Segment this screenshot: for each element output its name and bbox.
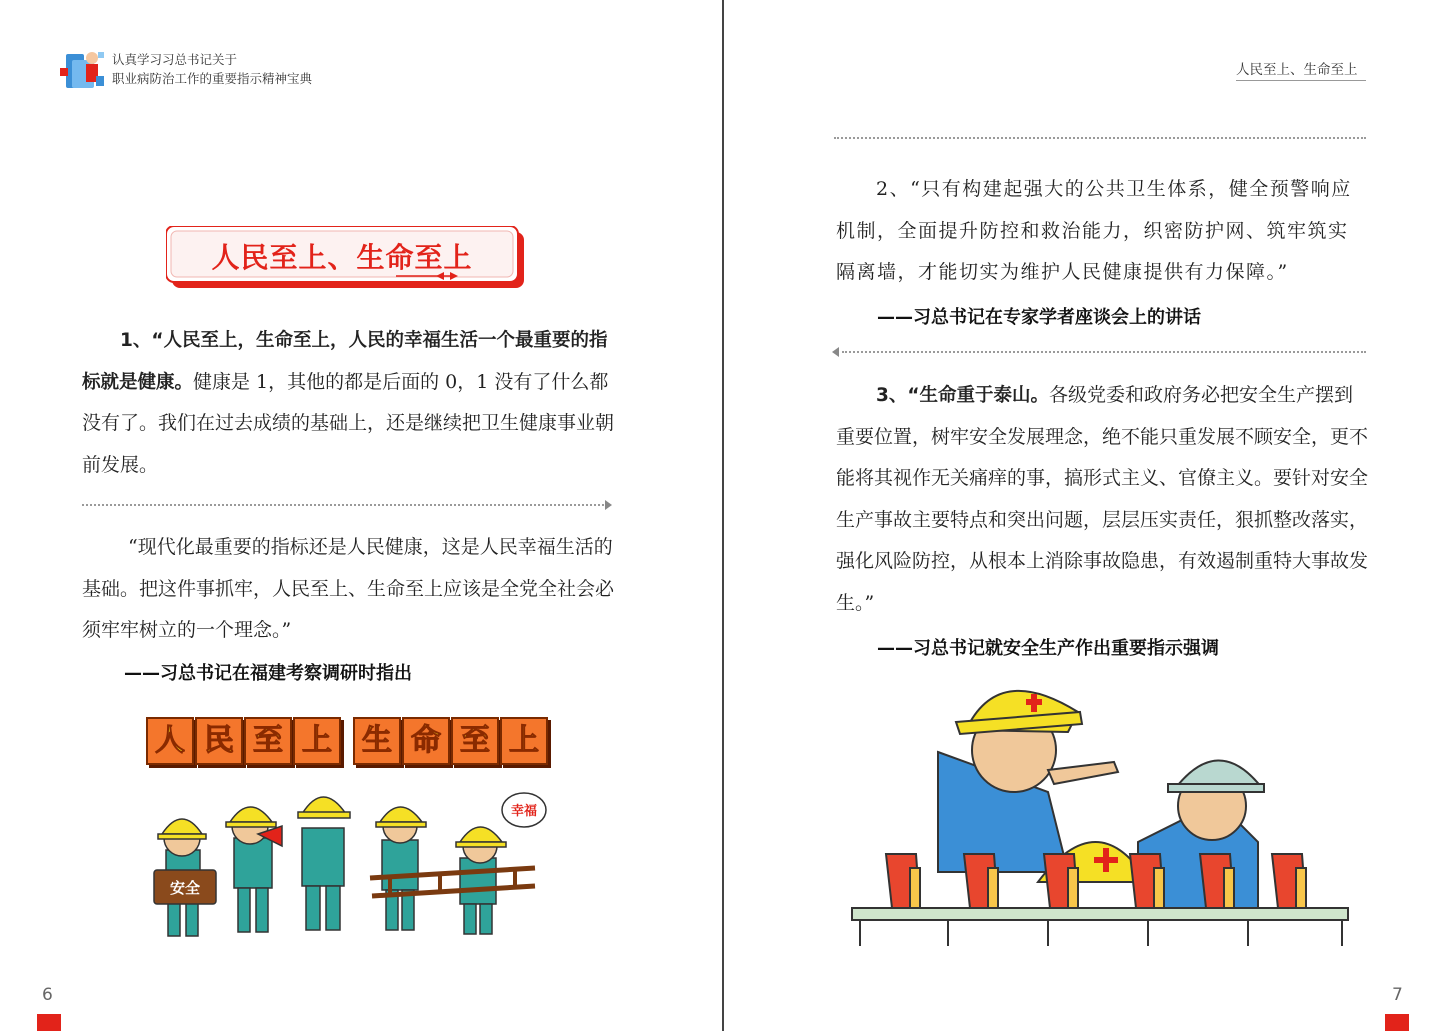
book-header	[112, 50, 312, 88]
quote-3	[836, 375, 1368, 624]
section-title: 人民至上、生命至上	[211, 241, 473, 274]
chapter-header: 人民至上、生命至上	[1236, 62, 1358, 78]
page-marker	[37, 1014, 61, 1031]
divider-arrow-icon	[832, 347, 839, 357]
quote-3-body: 各级党委和政府务必把安全生产摆到重要位置，树牢安全发展理念，绝不能只重发展不顾安全，更不能将其视作无关痛痒的事，搞形式主义、官僚主义。要针对安全生产事故主要特点和突出问题，层层压实责任，狠抓整改落实，强化风险防控，从根本上消除事故隐患，有效遏制重特大事故发生。”	[836, 384, 1369, 614]
slogan-tile: 上	[500, 717, 548, 765]
quote-1-body: 健康是 1，其他的都是后面的 0，1 没有了什么都没有了。我们在过去成绩的基础上，还是继续把卫生健康事业朝前发展。	[82, 370, 615, 476]
divider-dotted	[842, 351, 1366, 353]
slogan-tile: 民	[195, 717, 243, 765]
attribution-2: ——习总书记在专家学者座谈会上的讲话	[877, 307, 1201, 328]
chapter-header-rule	[1236, 80, 1366, 81]
quote-3-lead: 3、“生命重于泰山。	[876, 385, 1050, 406]
workers-illustration	[150, 780, 550, 945]
slogan-tile: 生	[353, 717, 401, 765]
worker-figure	[158, 797, 538, 936]
slogan-tile: 至	[451, 717, 499, 765]
quote-2: “现代化最重要的指标还是人民健康，这是人民幸福生活的基础。把这件事抓牢，人民至上、生命至上应该是全党全社会必须牢牢树立的一个理念。”	[82, 536, 615, 641]
inspection-illustration	[848, 672, 1358, 950]
page-marker	[1385, 1014, 1409, 1031]
slogan-tile: 上	[293, 717, 341, 765]
attribution-1: ——习总书记在福建考察调研时指出	[124, 663, 412, 684]
speech-bubble-text: 幸福	[510, 804, 538, 819]
slogan-tile: 人	[146, 717, 194, 765]
page-number: 6	[42, 985, 53, 1005]
quote-1	[82, 320, 614, 486]
divider-dotted	[834, 137, 1366, 139]
quote-1-lead: 1、“人民至上，生命至上，人民的幸福生活一个最重要的指标就是健康。	[82, 330, 608, 393]
divider-arrow-icon	[605, 500, 612, 510]
safety-sign-text: 安全	[169, 879, 201, 897]
slogan-tile: 命	[402, 717, 450, 765]
quote-2-right: 2、“只有构建起强大的公共卫生体系，健全预警响应机制，全面提升防控和救治能力，织密防护网、筑牢筑实隔离墙，才能切实为维护人民健康提供有力保障。”	[836, 178, 1352, 283]
left-page	[0, 0, 722, 1031]
divider-dotted	[82, 504, 604, 506]
slogan-tile: 至	[244, 717, 292, 765]
book-header-line2: 职业病防治工作的重要指示精神宝典	[112, 71, 313, 86]
section-title-box	[166, 226, 522, 286]
book-header-line1: 认真学习习总书记关于	[112, 52, 238, 67]
attribution-3: ——习总书记就安全生产作出重要指示强调	[877, 638, 1219, 659]
page-number: 7	[1392, 985, 1403, 1005]
book-logo-icon	[58, 46, 108, 94]
